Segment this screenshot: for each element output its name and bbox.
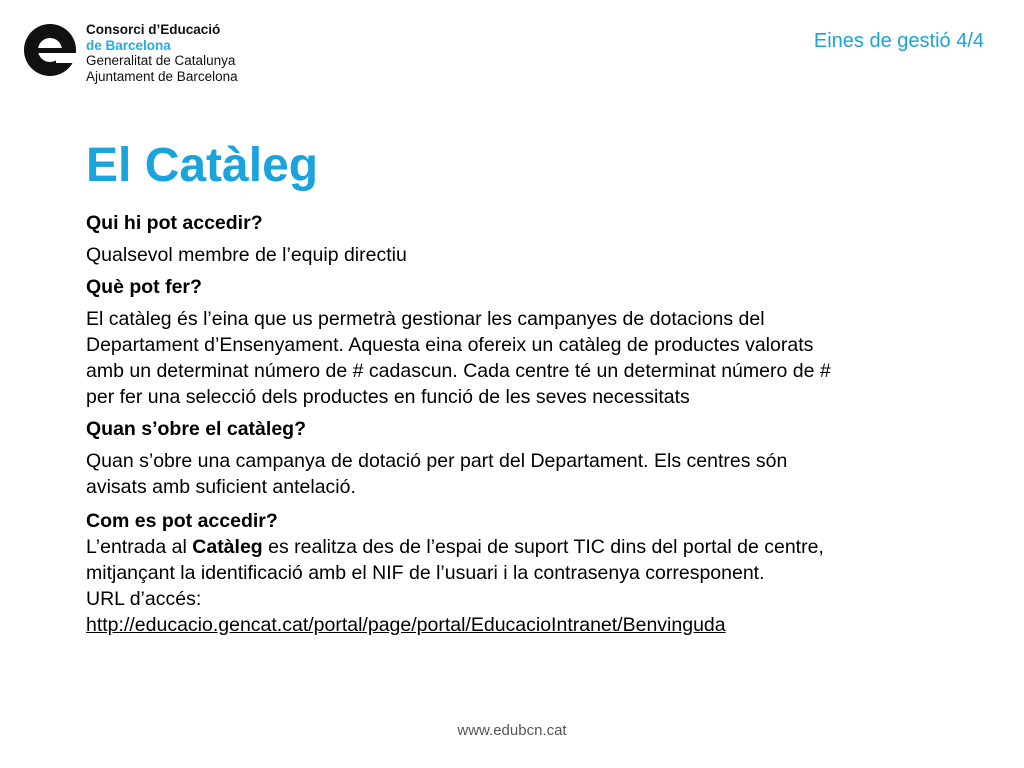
answer-what-line: Departament d’Ensenyament. Aquesta eina ofereix un catàleg de productes valorats <box>86 334 814 356</box>
answer-how-line-2: mitjançant la identificació amb el NIF de l’usuari i la contrasenya corresponent. <box>86 562 765 584</box>
logo-line-1: Consorci d’Educació <box>86 22 221 37</box>
consorci-logo-icon <box>22 22 78 78</box>
question-what: Què pot fer? <box>86 276 202 298</box>
answer-how-bold: Catàleg <box>192 536 263 558</box>
question-when: Quan s’obre el catàleg? <box>86 418 306 440</box>
answer-what-line: per fer una selecció dels productes en funció de les seves necessitats <box>86 386 690 408</box>
answer-how-post: es realitza des de l’espai de suport TIC dins del portal de centre, <box>262 536 824 558</box>
question-how: Com es pot accedir? <box>86 510 278 532</box>
answer-how-line-1 <box>86 534 966 560</box>
answer-who: Qualsevol membre de l’equip directiu <box>86 244 407 266</box>
access-url-link[interactable]: http://educacio.gencat.cat/portal/page/portal/EducacioIntranet/Benvinguda <box>86 614 726 636</box>
logo-line-2: de Barcelona <box>86 37 171 53</box>
logo-text <box>86 22 238 84</box>
answer-when-line: Quan s’obre una campanya de dotació per part del Departament. Els centres són <box>86 450 788 472</box>
answer-when <box>86 448 966 500</box>
footer-website: www.edubcn.cat <box>457 722 567 739</box>
page-title: El Catàleg <box>86 139 319 192</box>
answer-what <box>86 306 966 410</box>
answer-what-line: El catàleg és l’eina que us permetrà gestionar les campanyes de dotacions del <box>86 308 765 330</box>
logo-line-4: Ajuntament de Barcelona <box>86 68 238 84</box>
section-label: Eines de gestió 4/4 <box>813 30 984 52</box>
answer-how <box>86 534 966 638</box>
question-who: Qui hi pot accedir? <box>86 212 263 234</box>
url-label: URL d’accés: <box>86 588 202 610</box>
answer-what-line: amb un determinat número de # cadascun. Cada centre té un determinat número de # <box>86 360 831 382</box>
answer-when-line: avisats amb suficient antelació. <box>86 476 356 498</box>
answer-how-pre: L’entrada al <box>86 536 193 558</box>
slide-content <box>86 210 966 638</box>
logo-line-3: Generalitat de Catalunya <box>86 53 236 68</box>
